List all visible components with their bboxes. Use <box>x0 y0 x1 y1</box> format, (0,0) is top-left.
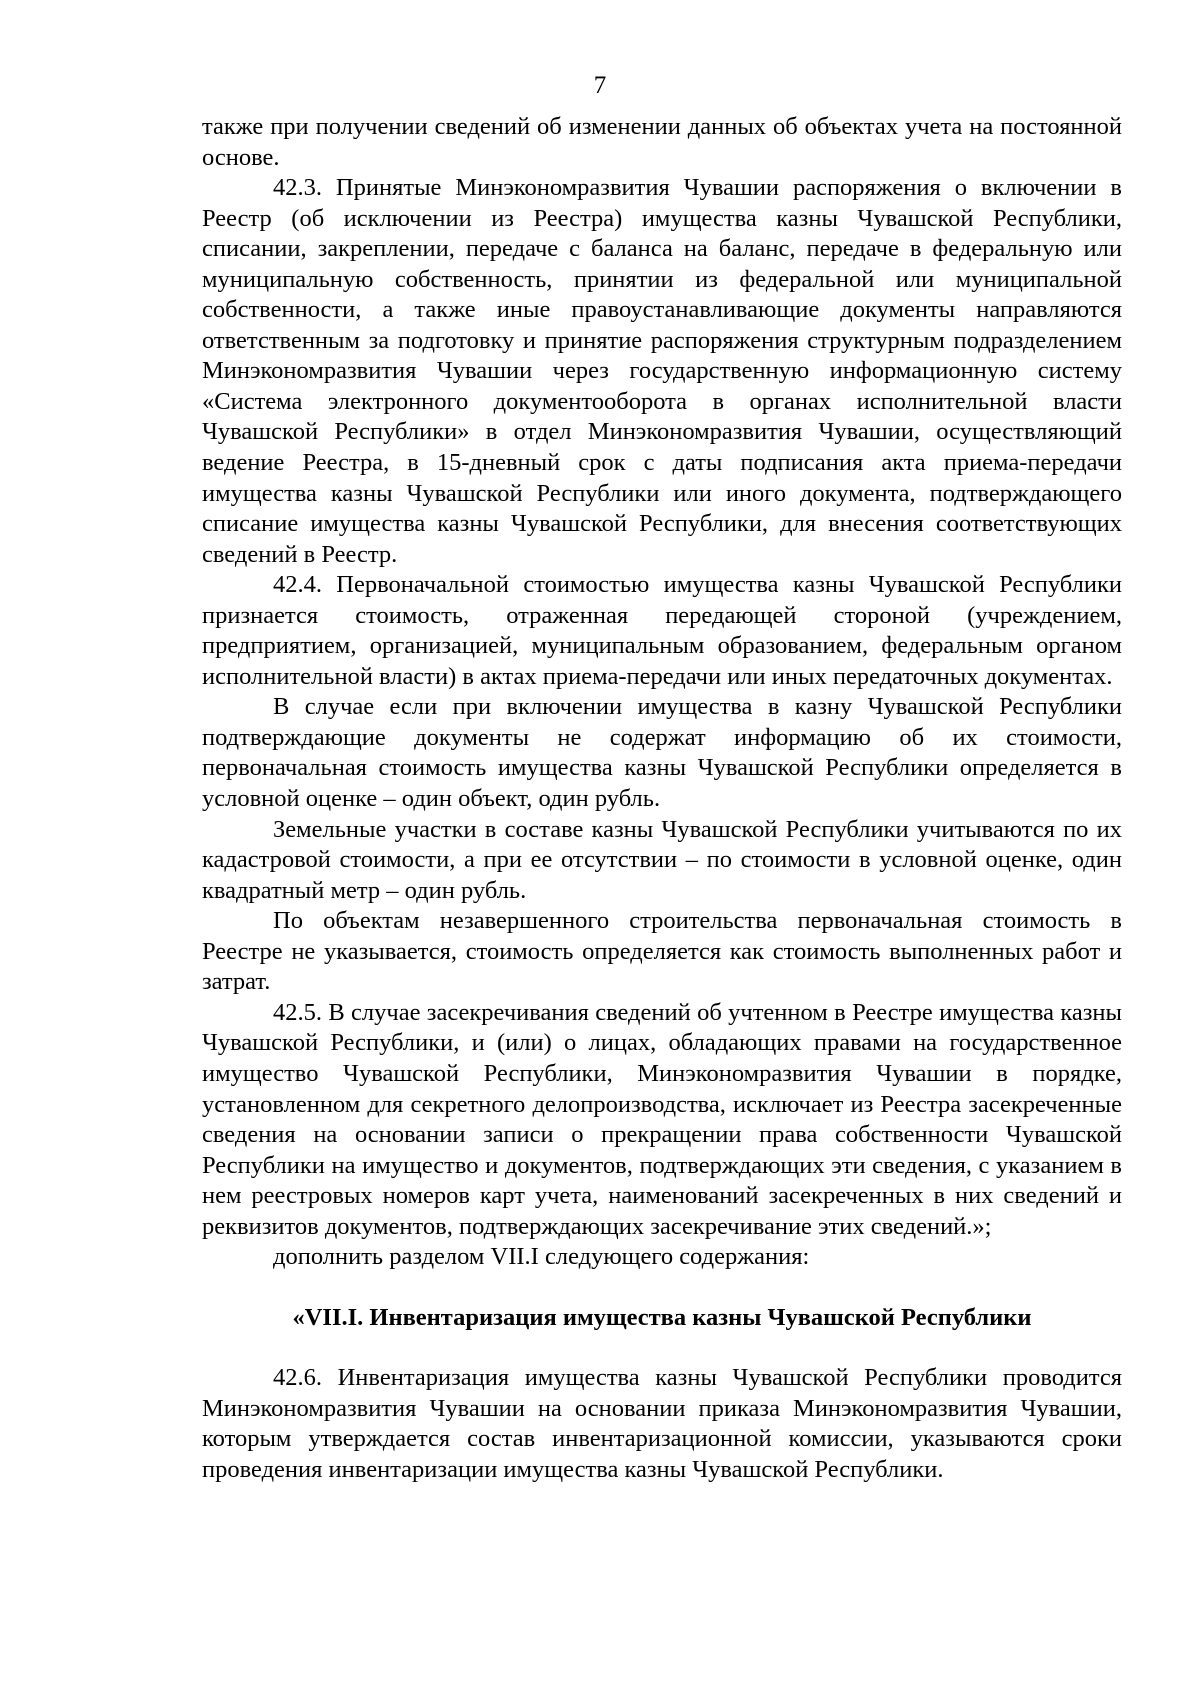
paragraph-42-3: 42.3. Принятые Минэкономразвития Чувашии распоряжения о включении в Реестр (об исключении из Реестра) имущества казны Чувашской Республики, списании, закреплении, передаче с баланса на баланс, передаче в федеральную или муниципальную собственность, принятии из федеральной или муниципальной собственности, а также иные правоустанавливающие документы направляются ответственным за подготовку и принятие распоряжения структурным подразделением Минэкономразвития Чувашии через государственную информационную систему «Система электронного документооборота в органах исполнительной власти Чувашской Республики» в отдел Минэкономразвития Чувашии, осуществляющий ведение Реестра, в 15-дневный срок с даты подписания акта приема-передачи имущества казны Чувашской Республики или иного документа, подтверждающего списание имущества казны Чувашской Республики, для внесения соответствующих сведений в Реестр. <box>202 174 1122 568</box>
paragraph-land-plots: Земельные участки в составе казны Чувашской Республики учитываются по их кадастровой стоимости, а при ее отсутствии – по стоимости в условной оценке, один квадратный метр – один рубль. <box>202 815 1122 904</box>
paragraph-unfinished-construction: По объектам незавершенного строительства первоначальная стоимость в Реестре не указывается, стоимость определяется как стоимость выполненных работ и затрат. <box>202 907 1122 996</box>
paragraph-conditional-valuation: В случае если при включении имущества в казну Чувашской Республики подтверждающие документы не содержат информацию об их стоимости, первоначальная стоимость имущества казны Чувашской Республики определяется в условной оценке – один объект, один рубль. <box>202 693 1122 813</box>
paragraph-add-section: дополнить разделом VII.I следующего содержания: <box>273 1243 810 1271</box>
paragraph-continuation: также при получении сведений об изменении данных об объектах учета на постоянной основе. <box>202 113 1122 171</box>
section-heading: «VII.I. Инвентаризация имущества казны Чувашской Республики <box>292 1303 1032 1331</box>
paragraph-42-6: 42.6. Инвентаризация имущества казны Чувашской Республики проводится Минэкономразвития Чувашии на основании приказа Минэкономразвития Чувашии, которым утверждается состав инвентаризационной комиссии, указываются сроки проведения инвентаризации имущества казны Чувашской Республики. <box>202 1364 1122 1483</box>
paragraph-42-5: 42.5. В случае засекречивания сведений об учтенном в Реестре имущества казны Чувашской Республики, и (или) о лицах, обладающих правами на государственное имущество Чувашской Республики, Минэкономразвития Чувашии в порядке, установленном для секретного делопроизводства, исключает из Реестра засекреченные сведения на основании записи о прекращении права собственности Чувашской Республики на имущество и документов, подтверждающих эти сведения, с указанием в нем реестровых номеров карт учета, наименований засекреченных в них сведений и реквизитов документов, подтверждающих засекречивание этих сведений.»; <box>202 998 1122 1240</box>
paragraph-42-4: 42.4. Первоначальной стоимостью имущества казны Чувашской Республики признается стоимость, отраженная передающей стороной (учреждением, предприятием, организацией, муниципальным образованием, федеральным органом исполнительной власти) в актах приема-передачи или иных передаточных документах. <box>202 571 1122 690</box>
document-body <box>202 112 1122 1486</box>
page-number: 7 <box>593 72 607 99</box>
